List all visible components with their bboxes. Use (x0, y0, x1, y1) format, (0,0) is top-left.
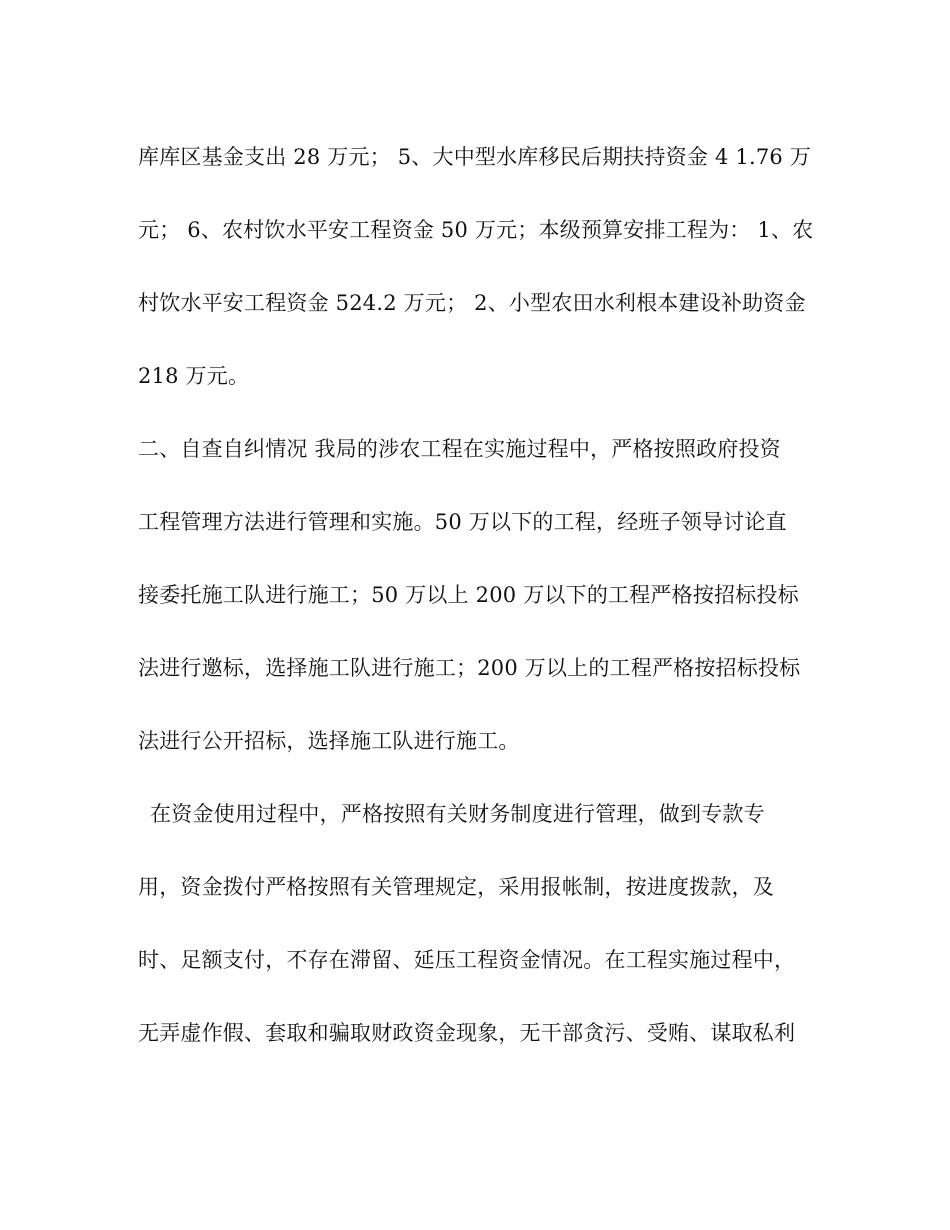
section-heading-line: 二、自查自纠情况 我局的涉农工程在实施过程中，严格按照政府投资 (138, 437, 781, 461)
text-line: 法进行公开招标，选择施工队进行施工。 (138, 729, 520, 753)
text-line: 时、足额支付，不存在滞留、延压工程资金情况。在工程实施过程中， (138, 948, 796, 972)
text-line: 用，资金拨付严格按照有关管理规定，采用报帐制，按进度拨款，及 (138, 875, 774, 899)
text-line: 法进行邀标，选择施工队进行施工；200 万以上的工程严格按招标投标 (138, 656, 801, 680)
text-line: 元； 6、农村饮水平安工程资金 50 万元；本级预算安排工程为： 1、农 (138, 218, 814, 242)
text-line: 无弄虚作假、套取和骗取财政资金现象，无干部贪污、受贿、谋取私利 (138, 1021, 796, 1045)
text-line: 工程管理方法进行管理和实施。50 万以下的工程，经班子领导讨论直 (138, 510, 787, 534)
text-line: 接委托施工队进行施工；50 万以上 200 万以下的工程严格按招标投标 (138, 583, 799, 607)
paragraph-start-line: 在资金使用过程中，严格按照有关财务制度进行管理，做到专款专 (150, 802, 765, 826)
text-line: 218 万元。 (138, 364, 250, 388)
text-line: 村饮水平安工程资金 524.2 万元； 2、小型农田水利根本建设补助资金 (138, 291, 806, 315)
text-line: 库库区基金支出 28 万元； 5、大中型水库移民后期扶持资金 4 1.76 万 (138, 145, 812, 169)
